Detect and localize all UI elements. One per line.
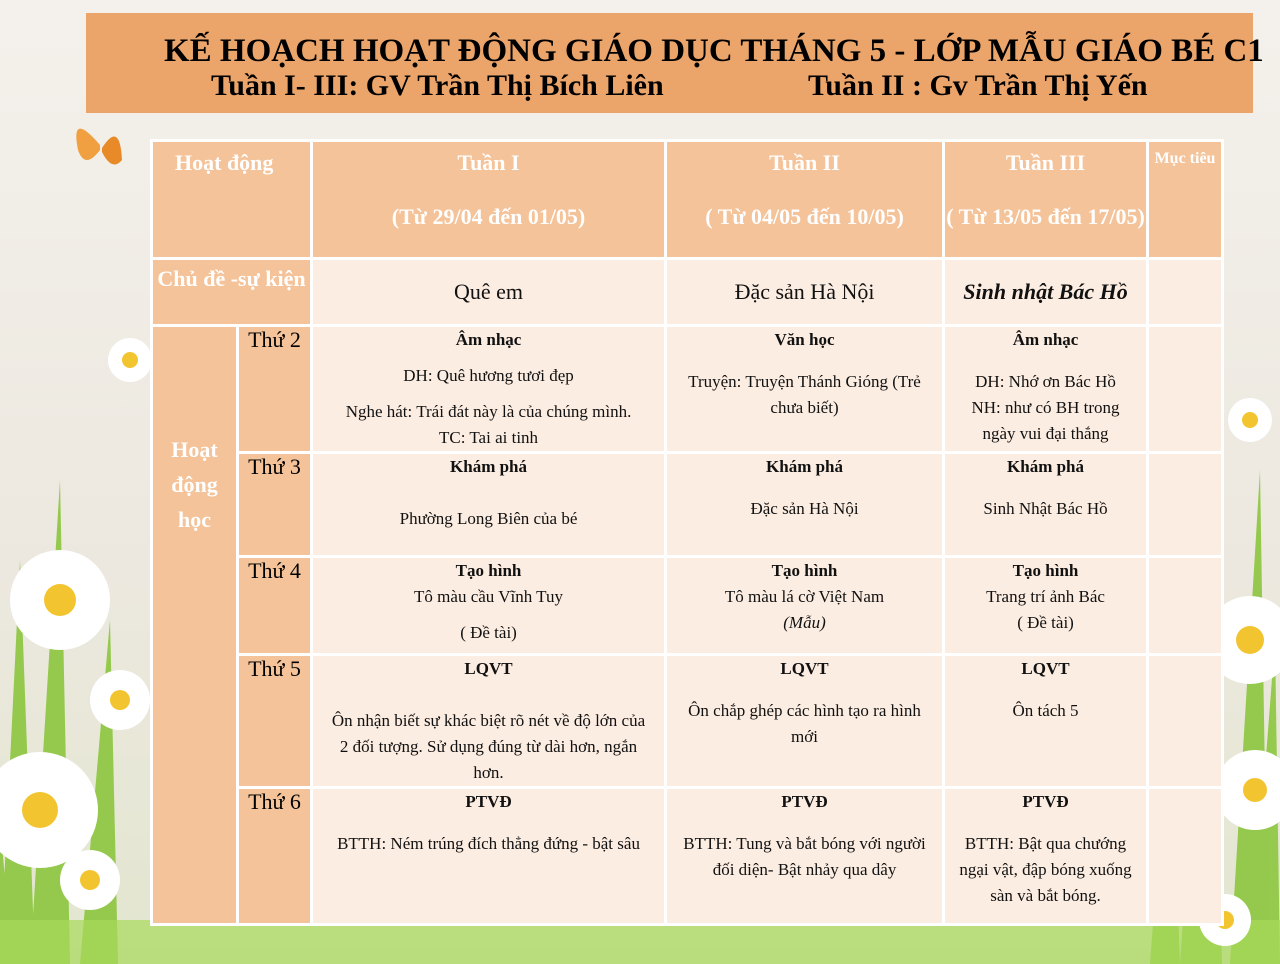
section-label: Hoạt động học [152,326,238,925]
butterfly-icon [76,129,122,165]
header-week-1: Tuần I (Từ 29/04 đến 01/05) [312,141,666,259]
goal-cell [1148,453,1223,557]
activity-plan-table [150,139,1224,926]
table-row [152,557,1223,655]
day-label: Thứ 5 [238,655,312,788]
cell-tue-w1: Khám phá Phường Long Biên của bé [312,453,666,557]
header-week-2: Tuần II ( Từ 04/05 đến 10/05) [666,141,944,259]
topic-row [152,259,1223,326]
cell-thu-w1: LQVT Ôn nhận biết sự khác biệt rõ nét về độ lớn của 2 đối tượng. Sử dụng đúng từ dài hơn, ngắn hơn. [312,655,666,788]
day-label: Thứ 4 [238,557,312,655]
goal-cell [1148,557,1223,655]
cell-fri-w2: PTVĐ BTTH: Tung và bắt bóng với người đối diện- Bật nhảy qua dây [666,788,944,925]
table-header-row [152,141,1223,259]
day-label: Thứ 3 [238,453,312,557]
cell-mon-w2: Văn học Truyện: Truyện Thánh Gióng (Trẻ chưa biết) [666,326,944,453]
title-banner [86,13,1264,113]
cell-wed-w1: Tạo hình Tô màu cầu Vĩnh Tuy ( Đề tài) [312,557,666,655]
table-row [152,788,1223,925]
goal-cell [1148,655,1223,788]
plan-title: KẾ HOẠCH HOẠT ĐỘNG GIÁO DỤC THÁNG 5 - LỚP MẪU GIÁO BÉ C1 [164,33,1264,69]
cell-thu-w2: LQVT Ôn chắp ghép các hình tạo ra hình mới [666,655,944,788]
goal-cell [1148,788,1223,925]
topic-week-3: Sinh nhật Bác Hồ [944,259,1148,326]
cell-mon-w3: Âm nhạc DH: Nhớ ơn Bác Hồ NH: như có BH trong ngày vui đại thắng [944,326,1148,453]
cell-fri-w3: PTVĐ BTTH: Bật qua chướng ngại vật, đập bóng xuống sàn và bắt bóng. [944,788,1148,925]
goal-cell [1148,326,1223,453]
teacher-week-2: Tuần II : Gv Trần Thị Yến [808,69,1148,102]
teacher-weeks-1-3: Tuần I- III: GV Trần Thị Bích Liên [211,69,664,102]
table-row [152,326,1223,453]
topic-week-1: Quê em [312,259,666,326]
header-activity: Hoạt động [152,141,312,259]
table-row [152,453,1223,557]
topic-week-2: Đặc sản Hà Nội [666,259,944,326]
header-goal: Mục tiêu [1148,141,1223,259]
header-week-3: Tuần III ( Từ 13/05 đến 17/05) [944,141,1148,259]
topic-label: Chủ đề -sự kiện [152,259,312,326]
cell-mon-w1: Âm nhạc DH: Quê hương tươi đẹp Nghe hát: Trái đát này là của chúng mình. TC: Tai ai tinh [312,326,666,453]
cell-tue-w2: Khám phá Đặc sản Hà Nội [666,453,944,557]
cell-thu-w3: LQVT Ôn tách 5 [944,655,1148,788]
cell-wed-w3: Tạo hình Trang trí ảnh Bác ( Đề tài) [944,557,1148,655]
cell-wed-w2: Tạo hình Tô màu lá cờ Việt Nam (Mẫu) [666,557,944,655]
cell-tue-w3: Khám phá Sinh Nhật Bác Hồ [944,453,1148,557]
day-label: Thứ 6 [238,788,312,925]
table-row [152,655,1223,788]
day-label: Thứ 2 [238,326,312,453]
cell-fri-w1: PTVĐ BTTH: Ném trúng đích thẳng đứng - bật sâu [312,788,666,925]
topic-goal [1148,259,1223,326]
